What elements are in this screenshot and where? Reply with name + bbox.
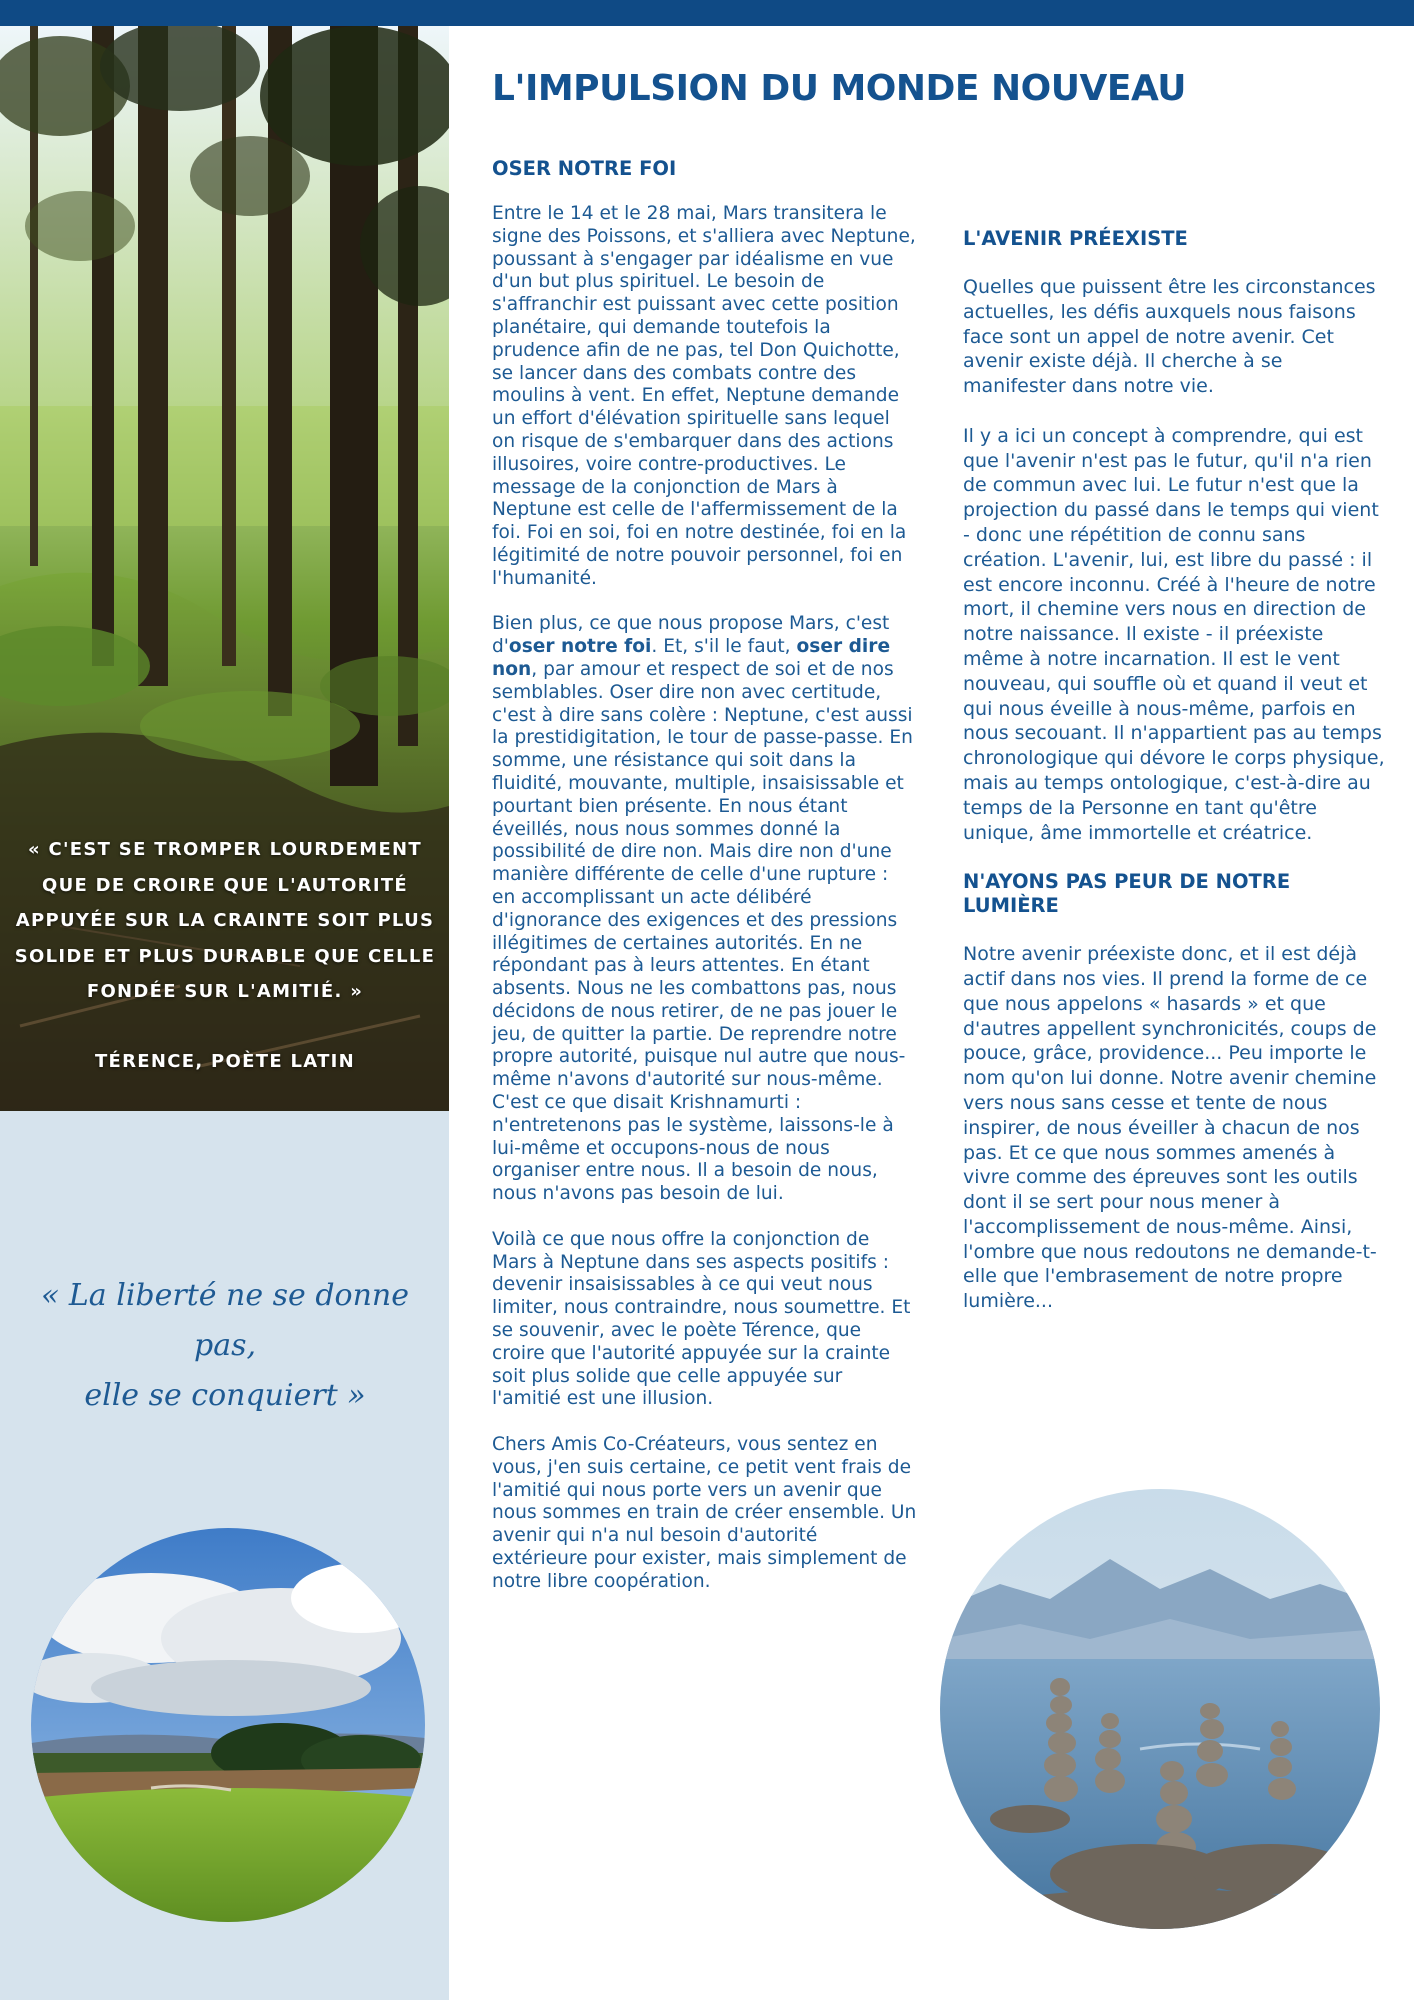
article-column-1: [492, 157, 917, 1616]
forest-quote-line: « C'EST SE TROMPER LOURDEMENT: [27, 839, 422, 860]
section-heading-oser-notre-foi: OSER NOTRE FOI: [492, 157, 677, 180]
paragraph: Il y a ici un concept à comprendre, qui est que l'avenir n'est pas le futur, qu'il n'a rien de commun avec lui. Le futur n'est que la projection du passé dans le temps qui vient - donc une répétition de connu sans création. L'avenir, lui, est libre du passé : il est encore inconnu. Créé à l'heure de notre mort, il chemine vers nous en direction de notre naissance. Il existe - il préexiste même à notre incarnation. Il est le vent nouveau, qui souffle où et quand il veut et qui nous éveille à nous-même, parfois en nous secouant. Il n'appartient pas au temps chronologique qui dévore le corps physique, mais au temps ontologique, c'est-à-dire au temps de la Personne en tant qu'être unique, âme immortelle et créatrice.: [963, 424, 1385, 844]
forest-quote-line: FONDÉE SUR L'AMITIÉ. »: [86, 981, 364, 1002]
paragraph: [492, 613, 917, 1206]
emphasis-text: oser notre foi: [508, 636, 652, 658]
script-quote: [20, 1271, 430, 1421]
paragraph: Chers Amis Co-Créateurs, vous sentez en vous, j'en suis certaine, ce petit vent frais de l'amitié qui nous porte vers un avenir que nous sommes en train de créer ensemble. Un avenir qui n'a nul besoin d'autorité extérieure pour exister, mais simplement de notre libre coopération.: [492, 1434, 917, 1592]
meadow-photo: [31, 1528, 425, 1922]
paragraph: Voilà ce que nous offre la conjonction de Mars à Neptune dans ses aspects positifs : devenir insaisissables à ce qui veut nous limiter, nous contraindre, nous soumettre. Et se souvenir, avec le poète Térence, que croire que l'autorité appuyée sur la crainte soit plus solide que celle appuyée sur l'amitié est une illusion.: [492, 1228, 911, 1410]
paragraph: Notre avenir préexiste donc, et il est déjà actif dans nos vies. Il prend la forme de ce que nous appelons « hasards » et que d'autres appellent synchronicités, coups de pouce, grâce, providence... Peu importe le nom qu'on lui donne. Notre avenir chemine vers nous sans cesse et tente de nous inspirer, de nous éveiller à chacun de nos pas. Et ce que nous sommes amenés à vivre comme des épreuves sont les outils dont il se sert pour nous mener à l'accomplissement de nous-même. Ainsi, l'ombre que nous redoutons ne demande-t-elle que l'embrasement de notre propre lumière...: [963, 943, 1377, 1313]
forest-quote-author: TÉRENCE, POÈTE LATIN: [94, 1051, 356, 1072]
page-title: L'IMPULSION DU MONDE NOUVEAU: [492, 68, 1186, 109]
lake-cairns-photo: [940, 1489, 1380, 1929]
script-quote-line2: elle se conquiert »: [84, 1378, 366, 1413]
section-heading-notre-lumiere: N'AYONS PAS PEUR DE NOTRE LUMIÈRE: [963, 870, 1291, 918]
text-span: , par amour et respect de soi et de nos semblables. Oser dire non avec certitude, c'est à dire sans colère : Neptune, c'est aussi la prestidigitation, le tour de passe-passe. En somme, une résistance qui soit dans la fluidité, mouvante, multiple, insaisissable et pourtant bien présente. En nous étant éveillés, nous nous sommes donné la possibilité de dire non. Mais dire non d'une manière différente de celle d'une rupture : en accomplissant un acte délibéré d'ignorance des exigences et des pressions illégitimes de certaines autorités. En ne répondant pas à leurs attentes. En étant absents. Nous ne les combattons pas, nous décidons de nous retirer, de ne pas jouer le jeu, de quitter la partie. De reprendre notre propre autorité, puisque nul autre que nous-même n'avons d'autorité sur nous-même. C'est ce que disait Krishnamurti : n'entretenons pas le système, laissons-le à lui-même et occupons-nous de nous organiser entre nous. Il a besoin de nous, nous n'avons pas besoin de lui.: [492, 658, 913, 1205]
paragraph: Quelles que puissent être les circonstances actuelles, les défis auxquels nous faisons face sont un appel de notre avenir. Cet avenir existe déjà. Il cherche à se manifester dans notre vie.: [963, 276, 1376, 398]
script-quote-line1: « La liberté ne se donne pas,: [40, 1278, 410, 1363]
forest-quote: [10, 832, 440, 1010]
section-heading-avenir-preexiste: L'AVENIR PRÉEXISTE: [963, 227, 1188, 250]
paragraph: Entre le 14 et le 28 mai, Mars transitera le signe des Poissons, et s'alliera avec Neptune, poussant à s'engager par idéalisme en vue d'un but plus spirituel. Le besoin de s'affranchir est puissant avec cette position planétaire, qui demande toutefois la prudence afin de ne pas, tel Don Quichotte, se lancer dans des combats contre des moulins à vent. En effet, Neptune demande un effort d'élévation spirituelle sans lequel on risque de s'embarquer dans des actions illusoires, voire contre-productives. Le message de la conjonction de Mars à Neptune est celle de l'affermissement de la foi. Foi en soi, foi en notre destinée, foi en la légitimité de notre pouvoir personnel, foi en l'humanité.: [492, 203, 916, 589]
forest-quote-line: SOLIDE ET PLUS DURABLE QUE CELLE: [14, 945, 436, 967]
forest-quote-line: APPUYÉE SUR LA CRAINTE SOIT PLUS: [15, 910, 435, 931]
forest-quote-line: QUE DE CROIRE QUE L'AUTORITÉ: [41, 874, 409, 896]
text-span: . Et, s'il le faut,: [651, 636, 797, 658]
top-banner-bar: [0, 0, 1414, 26]
text-span: Bien plus, ce que nous propose Mars, c'est d': [492, 613, 890, 658]
emphasis-text: oser dire non: [492, 636, 891, 680]
article-column-2: [963, 227, 1388, 1339]
